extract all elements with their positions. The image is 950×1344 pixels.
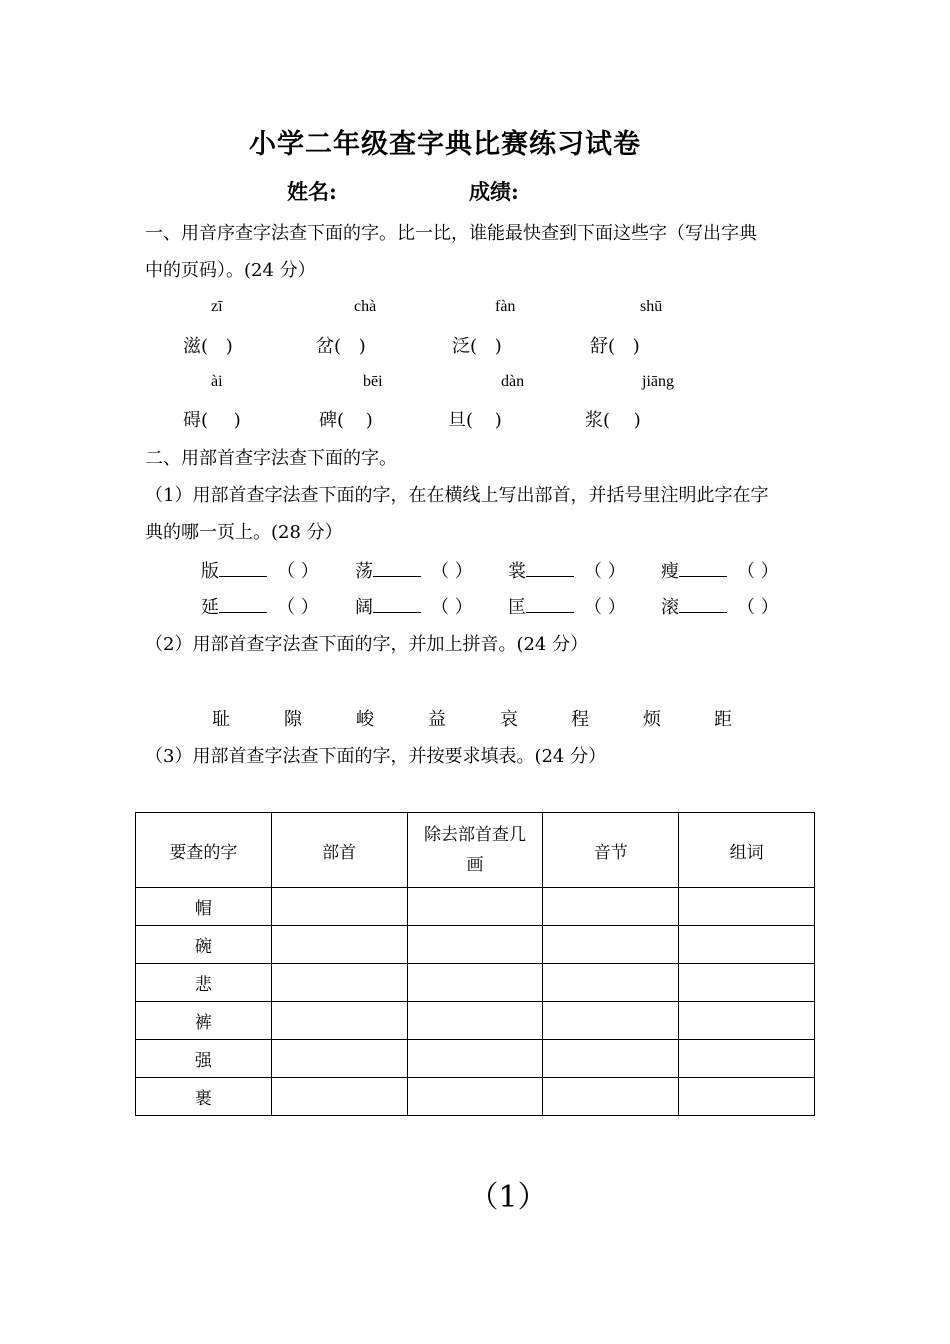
item-char: 版 xyxy=(201,561,219,582)
fill-in-table xyxy=(135,812,815,1116)
section1-heading-line2: 中的页码）。(24 分） xyxy=(145,260,316,281)
answer-cell[interactable] xyxy=(543,964,679,1002)
lookup-char-cell: 强 xyxy=(136,1040,272,1078)
answer-cell[interactable] xyxy=(679,926,815,964)
radical-item xyxy=(355,558,473,585)
answer-cell[interactable] xyxy=(271,888,407,926)
item-char: 瘦 xyxy=(661,561,679,582)
answer-cell[interactable] xyxy=(543,1002,679,1040)
answer-cell[interactable] xyxy=(407,964,543,1002)
radical-item xyxy=(508,558,626,585)
answer-line xyxy=(679,594,727,613)
radical-item xyxy=(661,558,779,585)
item-char: 匡 xyxy=(508,597,526,618)
answer-cell[interactable] xyxy=(543,926,679,964)
answer-cell[interactable] xyxy=(543,1078,679,1116)
answer-paren: （ ） xyxy=(431,561,473,582)
table-header-cell: 音节 xyxy=(543,813,679,888)
name-label: 姓名: xyxy=(287,179,337,204)
score-label: 成绩: xyxy=(469,179,519,204)
table-header-row xyxy=(136,813,815,888)
item-char: 滚 xyxy=(661,597,679,618)
header-line: 画 xyxy=(466,855,484,875)
char-with-blank: 碍( ) xyxy=(183,410,241,431)
answer-paren: （ ） xyxy=(584,561,626,582)
table-row xyxy=(136,1078,815,1116)
answer-cell[interactable] xyxy=(407,1078,543,1116)
answer-cell[interactable] xyxy=(407,1002,543,1040)
lookup-char-cell: 帽 xyxy=(136,888,272,926)
table-header-cell xyxy=(407,813,543,888)
answer-paren: （ ） xyxy=(277,561,319,582)
answer-paren: （ ） xyxy=(584,597,626,618)
table-header-cell: 部首 xyxy=(271,813,407,888)
pinyin-label: chà xyxy=(354,298,377,315)
char-with-blank: 旦( ) xyxy=(448,410,502,431)
table-row xyxy=(136,1040,815,1078)
part1-heading-line1: （1）用部首查字法查下面的字，在在横线上写出部首，并括号里注明此字在字 xyxy=(145,485,769,506)
answer-cell[interactable] xyxy=(271,964,407,1002)
lookup-char: 程 xyxy=(571,709,589,730)
table-row xyxy=(136,1002,815,1040)
answer-cell[interactable] xyxy=(679,964,815,1002)
char-with-blank: 泛( ) xyxy=(452,336,502,357)
answer-cell[interactable] xyxy=(271,1002,407,1040)
section2-heading: 二、用部首查字法查下面的字。 xyxy=(145,448,397,469)
radical-item xyxy=(201,594,319,621)
radical-item xyxy=(355,594,473,621)
answer-cell[interactable] xyxy=(543,888,679,926)
answer-line xyxy=(373,594,421,613)
answer-cell[interactable] xyxy=(407,1040,543,1078)
part1-heading-line2: 典的哪一页上。(28 分） xyxy=(145,522,343,543)
lookup-char: 烦 xyxy=(643,709,661,730)
answer-line xyxy=(219,558,267,577)
answer-paren: （ ） xyxy=(737,597,779,618)
char-with-blank: 浆( ) xyxy=(585,410,641,431)
lookup-char: 哀 xyxy=(500,709,518,730)
item-char: 阔 xyxy=(355,597,373,618)
item-char: 荡 xyxy=(355,561,373,582)
section1-heading-line1: 一、用音序查字法查下面的字。比一比，谁能最快查到下面这些字（写出字典 xyxy=(145,223,757,244)
pinyin-label: shū xyxy=(640,298,663,315)
table-row xyxy=(136,964,815,1002)
char-with-blank: 岔( ) xyxy=(316,336,366,357)
page-title: 小学二年级查字典比赛练习试卷 xyxy=(249,129,641,160)
answer-cell[interactable] xyxy=(271,1040,407,1078)
table-row xyxy=(136,888,815,926)
pinyin-label: jiāng xyxy=(642,373,674,390)
answer-line xyxy=(526,558,574,577)
item-char: 延 xyxy=(201,597,219,618)
header-line: 除去部首查几 xyxy=(423,825,526,845)
char-with-blank: 舒( ) xyxy=(590,336,640,357)
answer-cell[interactable] xyxy=(271,926,407,964)
pinyin-label: fàn xyxy=(495,298,516,315)
answer-line xyxy=(373,558,421,577)
answer-paren: （ ） xyxy=(277,597,319,618)
lookup-char: 益 xyxy=(428,709,446,730)
pinyin-label: bēi xyxy=(363,373,383,390)
radical-item xyxy=(661,594,779,621)
char-with-blank: 滋( ) xyxy=(183,336,233,357)
table-header-cell: 组词 xyxy=(679,813,815,888)
answer-cell[interactable] xyxy=(679,888,815,926)
table-row xyxy=(136,926,815,964)
answer-cell[interactable] xyxy=(679,1002,815,1040)
answer-cell[interactable] xyxy=(407,888,543,926)
answer-cell[interactable] xyxy=(679,1078,815,1116)
lookup-char: 耻 xyxy=(212,709,230,730)
pinyin-label: dàn xyxy=(501,373,525,390)
lookup-char-cell: 碗 xyxy=(136,926,272,964)
answer-line xyxy=(526,594,574,613)
item-char: 裳 xyxy=(508,561,526,582)
pinyin-label: ài xyxy=(211,373,223,390)
part2-heading: （2）用部首查字法查下面的字，并加上拼音。(24 分） xyxy=(145,634,589,655)
answer-paren: （ ） xyxy=(737,561,779,582)
lookup-char-cell: 裹 xyxy=(136,1078,272,1116)
radical-item xyxy=(508,594,626,621)
radical-item xyxy=(201,558,319,585)
lookup-char: 峻 xyxy=(356,709,374,730)
answer-line xyxy=(679,558,727,577)
table-header-cell: 要查的字 xyxy=(136,813,272,888)
lookup-char-cell: 裤 xyxy=(136,1002,272,1040)
pinyin-label: zī xyxy=(211,298,223,315)
answer-cell[interactable] xyxy=(407,926,543,964)
answer-cell[interactable] xyxy=(543,1040,679,1078)
answer-line xyxy=(219,594,267,613)
answer-cell[interactable] xyxy=(271,1078,407,1116)
answer-cell[interactable] xyxy=(679,1040,815,1078)
lookup-char: 隙 xyxy=(284,709,302,730)
answer-paren: （ ） xyxy=(431,597,473,618)
lookup-char-cell: 悲 xyxy=(136,964,272,1002)
lookup-char: 距 xyxy=(714,709,732,730)
char-with-blank: 碑( ) xyxy=(319,410,373,431)
part3-heading: （3）用部首查字法查下面的字，并按要求填表。(24 分） xyxy=(145,746,607,767)
page-number: （1） xyxy=(468,1180,548,1215)
